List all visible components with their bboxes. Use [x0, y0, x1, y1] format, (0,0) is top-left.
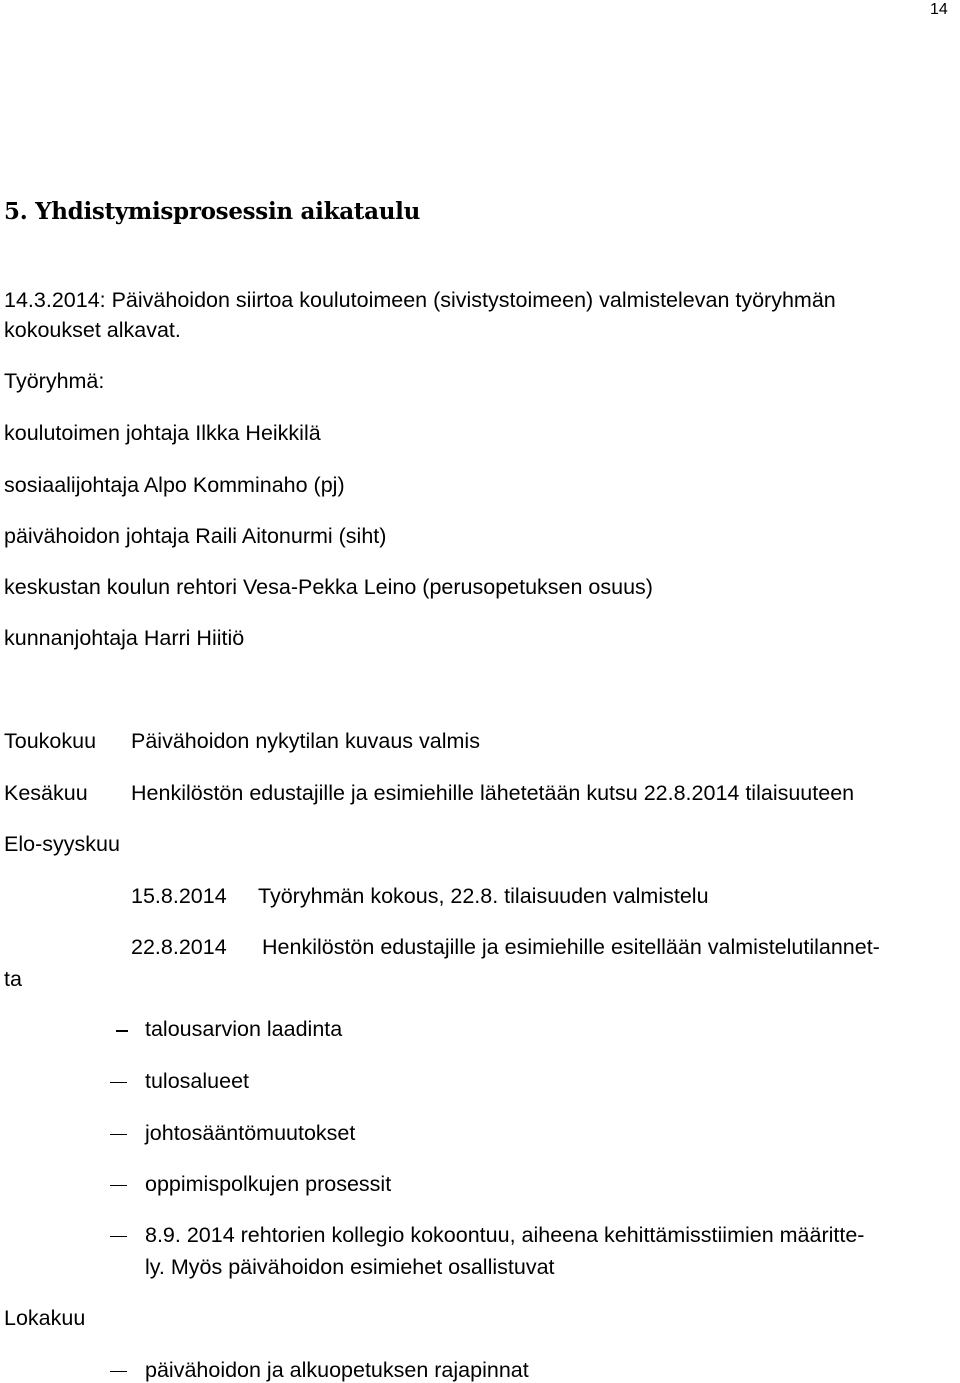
- intro-line-2: kokoukset alkavat.: [4, 318, 181, 342]
- schedule-entry-date: 22.8.2014: [131, 935, 227, 959]
- schedule-month-june: Kesäkuu: [4, 781, 88, 805]
- schedule-entry-text-continuation: ta: [4, 967, 22, 991]
- section-heading: 5. Yhdistymisprosessin aikataulu: [4, 198, 421, 225]
- list-item: päivähoidon ja alkuopetuksen rajapinnat: [145, 1358, 529, 1382]
- dash-bullet-icon: [110, 1371, 127, 1372]
- schedule-month-may: Toukokuu: [4, 729, 97, 753]
- working-group-member: sosiaalijohtaja Alpo Komminaho (pj): [4, 473, 345, 497]
- list-item: tulosalueet: [145, 1069, 249, 1093]
- list-item-continuation: ly. Myös päivähoidon esimiehet osallistuvat: [145, 1255, 555, 1279]
- dash-bullet-icon: [110, 1082, 127, 1083]
- schedule-entry-text: Työryhmän kokous, 22.8. tilaisuuden valmistelu: [258, 884, 709, 908]
- working-group-member: päivähoidon johtaja Raili Aitonurmi (siht): [4, 524, 387, 548]
- schedule-month-november: Lokakuu: [4, 1306, 86, 1330]
- schedule-entry-text: Henkilöstön edustajille ja esimiehille esitellään valmistelutilannet-: [262, 935, 880, 959]
- working-group-member: koulutoimen johtaja Ilkka Heikkilä: [4, 421, 321, 445]
- page-number: 14: [930, 1, 948, 18]
- working-group-title: Työryhmä:: [4, 369, 105, 393]
- working-group-member: kunnanjohtaja Harri Hiitiö: [4, 626, 245, 650]
- schedule-entry-date: 15.8.2014: [131, 884, 227, 908]
- dash-bullet-icon: [110, 1134, 127, 1135]
- schedule-text-may: Päivähoidon nykytilan kuvaus valmis: [131, 729, 480, 753]
- schedule-text-june: Henkilöstön edustajille ja esimiehille lähetetään kutsu 22.8.2014 tilaisuuteen: [131, 781, 855, 805]
- list-item: johtosääntömuutokset: [145, 1121, 356, 1145]
- dash-bullet-icon: [110, 1185, 127, 1186]
- list-item: talousarvion laadinta: [145, 1017, 343, 1041]
- schedule-month-aug-sep: Elo-syyskuu: [4, 832, 120, 856]
- dash-bullet-icon: [110, 1236, 127, 1237]
- hyphen-bullet-icon: [116, 1030, 128, 1032]
- list-item: oppimispolkujen prosessit: [145, 1172, 392, 1196]
- list-item: 8.9. 2014 rehtorien kollegio kokoontuu, aiheena kehittämisstiimien määritte-: [145, 1223, 865, 1247]
- intro-line-1: 14.3.2014: Päivähoidon siirtoa koulutoimeen (sivistystoimeen) valmistelevan työryhmän: [4, 288, 836, 312]
- working-group-member: keskustan koulun rehtori Vesa-Pekka Leino (perusopetuksen osuus): [4, 575, 653, 599]
